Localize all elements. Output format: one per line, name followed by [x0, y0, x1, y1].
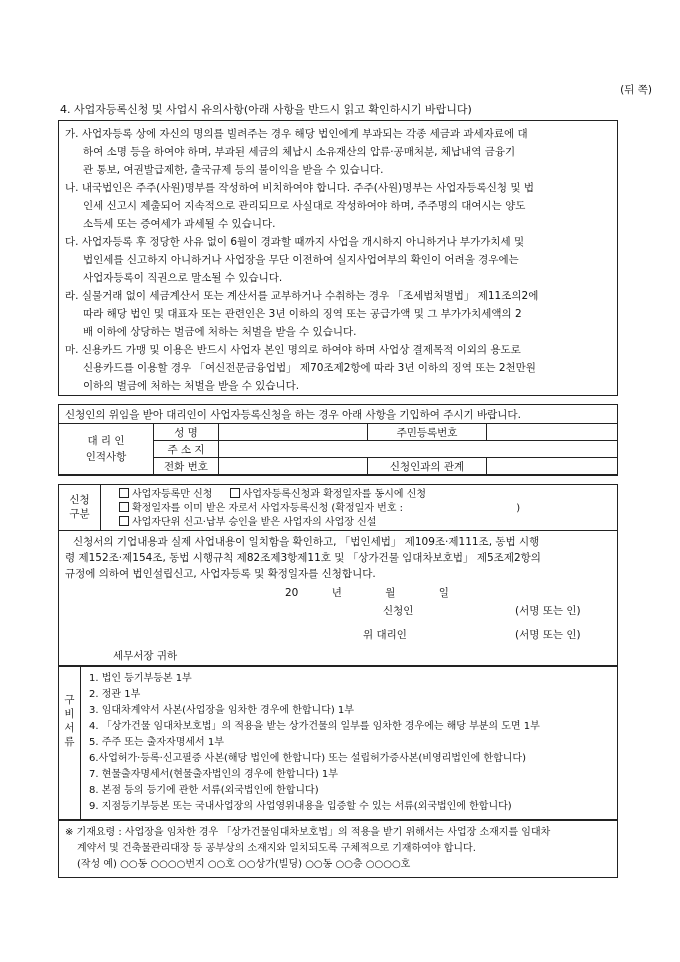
notice-item: 라. 실물거래 없이 세금계산서 또는 계산서를 교부하거나 수취하는 경우 「조세범처벌법」 제11조의2에 따라 해당 법인 및 대표자 또는 관련인은 3년 이하의 징역 또는 공급가액 및 그 부가가치세액의 2 배 이하에 상당하는 벌금에 처하는 처벌을 받을 수 있습니다. — [65, 290, 539, 338]
notice-box — [58, 120, 618, 396]
application-options: 사업자등록만 신청 사업자등록신청과 확정일자를 동시에 신청 확정일자를 이미 받은 자로서 사업자등록신청 (확정일자 번호 : ) 사업자단위 신고·납부 승인을 받은 사업자의 사업장 신설 — [119, 488, 520, 530]
divider — [59, 530, 617, 531]
list-item: 3. 임대차계약서 사본(사업장을 임차한 경우에 한합니다) 1부 — [89, 705, 354, 716]
proxy-name-value[interactable] — [219, 424, 368, 441]
proxy-label: 대 리 인 인적사항 — [59, 424, 154, 475]
application-section — [58, 484, 618, 666]
option1-checkbox[interactable] — [119, 488, 129, 498]
proxy-rrn-label: 주민등록번호 — [368, 424, 487, 441]
list-item: 6.사업허가·등록·신고필증 사본(해당 법인에 한합니다) 또는 설립허가증사본(비영리법인에 한합니다) — [89, 753, 526, 764]
proxy-phone-value[interactable] — [219, 458, 368, 475]
proxy-intro: 신청인의 위임을 받아 대리인이 사업자등록신청을 하는 경우 아래 사항을 기입하여 주시기 바랍니다. — [65, 409, 521, 421]
notice-item: 마. 신용카드 가맹 및 이용은 반드시 사업자 본인 명의로 하여야 하며 사업상 결제목적 이외의 용도로 신용카드를 이용할 경우 「여신전문금융업법」 제70조제2항에 따라 3년 이하의 징역 또는 2천만원 이하의 벌금에 처하는 처벌을 받을 수 있습니다. — [65, 344, 536, 392]
option3-checkbox[interactable] — [119, 502, 129, 512]
list-item: 8. 본점 등의 등기에 관한 서류(외국법인에 한합니다) — [89, 785, 319, 796]
addressee: 세무서장 귀하 — [113, 650, 178, 662]
proxy-name-label: 성 명 — [154, 424, 219, 441]
documents-list — [89, 671, 540, 815]
list-item: 7. 현물출자명세서(현물출자법인의 경우에 한합니다) 1부 — [89, 769, 338, 780]
page-side-label: (뒤 쪽) — [620, 84, 652, 96]
notice-item: 가. 사업자등록 상에 자신의 명의를 빌려주는 경우 해당 법인에게 부과되는 각종 세금과 과세자료에 대 하여 소명 등을 하여야 하며, 부과된 세금의 체납시 소유재산의 압류·공매처분, 체납내역 금융기 관 통보, 여권발급제한, 출국규제 등의 불이익을 받을 수 있습니다. — [65, 128, 528, 176]
proxy-table — [58, 423, 618, 475]
proxy-address-value[interactable] — [219, 441, 618, 458]
proxy-relation-label: 신청인과의 관계 — [368, 458, 487, 475]
notice-item: 다. 사업자등록 후 정당한 사유 없이 6월이 경과할 때까지 사업을 개시하지 아니하거나 부가가치세 및 법인세를 신고하지 아니하거나 사업장을 무단 이전하여 실지사업여부의 확인이 어려울 경우에는 사업자등록이 직권으로 말소될 수 있습니다. — [65, 236, 525, 284]
application-type-label: 신청 구분 — [59, 485, 101, 531]
notice-list — [65, 125, 613, 395]
option4-checkbox[interactable] — [119, 516, 129, 526]
proxy-relation-value[interactable] — [487, 458, 618, 475]
footnote: ※ 기재요령 : 사업장을 임차한 경우 「상가건물임대차보호법」의 적용을 받기 위해서는 사업장 소재지를 임대차 계약서 및 건축물관리대장 등 공부상의 소재지와 일치되도록 구체적으로 기재하여야 합니다. (작성 예) ○○동 ○○○○번지 ○○호 ○○상가(빌딩) ○○동 ○○층 ○○○○호 — [65, 827, 551, 870]
list-item: 9. 지점등기부등본 또는 국내사업장의 사업영위내용을 입증할 수 있는 서류(외국법인에 한합니다) — [89, 801, 512, 812]
list-item: 2. 정관 1부 — [89, 689, 141, 700]
footnote-section — [58, 820, 618, 878]
list-item: 4. 「상가건물 임대차보호법」의 적용을 받는 상가건물의 일부를 임차한 경우에는 해당 부분의 도면 1부 — [89, 721, 540, 732]
notice-item: 나. 내국법인은 주주(사원)명부를 작성하여 비치하여야 합니다. 주주(사원)명부는 사업자등록신청 및 법 인세 신고시 제출되어 지속적으로 관리되므로 사실대로 작성하여야 하며, 주주명의 대여시는 양도 소득세 또는 증여세가 과세될 수 있습니다. — [65, 182, 534, 230]
applicant-label: 신청인 — [383, 605, 414, 617]
proxy-address-label: 주 소 지 — [154, 441, 219, 458]
proxy-phone-label: 전화 번호 — [154, 458, 219, 475]
list-item: 1. 법인 등기부등본 1부 — [89, 673, 192, 684]
application-statement: 신청서의 기업내용과 실제 사업내용이 일치함을 확인하고, 「법인세법」 제109조·제111조, 동법 시행 령 제152조·제154조, 동법 시행규칙 제82조제3항제11호 및 「상가건물 임대차보호법」 제5조제2항의 규정에 의하여 법인설립신고, 사업자등록 및 확정일자를 신청합니다. — [65, 536, 541, 580]
section-title: 4. 사업자등록신청 및 사업시 유의사항(아래 사항을 반드시 읽고 확인하시기 바랍니다) — [60, 103, 472, 116]
documents-label: 구 비 서 류 — [59, 667, 81, 819]
proxy-sign[interactable]: (서명 또는 인) — [515, 629, 581, 641]
option2-checkbox[interactable] — [230, 488, 240, 498]
proxy-rrn-value[interactable] — [487, 424, 618, 441]
proxy-section — [58, 404, 618, 476]
applicant-sign[interactable]: (서명 또는 인) — [515, 605, 581, 617]
list-item: 5. 주주 또는 출자자명세서 1부 — [89, 737, 224, 748]
documents-section — [58, 666, 618, 820]
proxy-label-sign: 위 대리인 — [363, 629, 407, 641]
date-line: 20 년 월 일 — [285, 587, 449, 599]
